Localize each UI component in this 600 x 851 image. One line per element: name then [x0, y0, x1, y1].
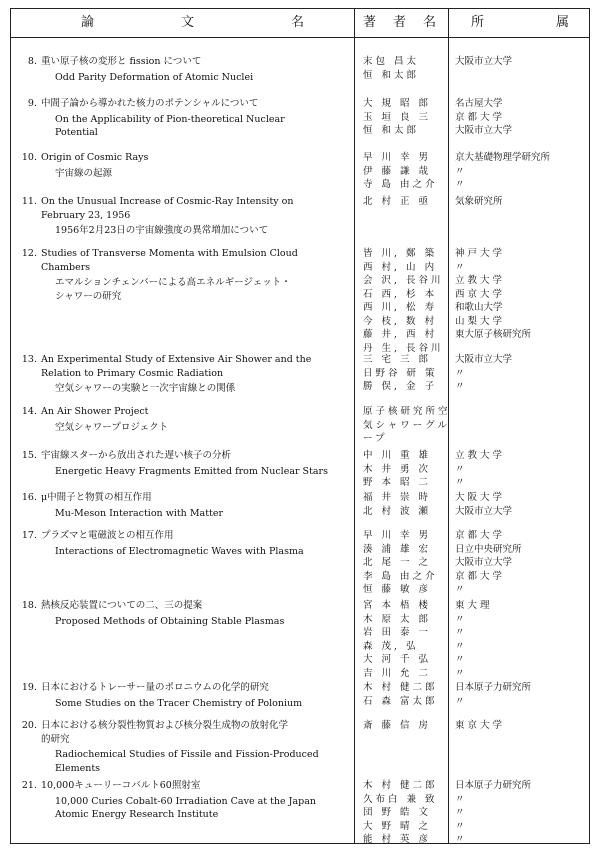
- author-name: 大 規 昭 郎: [363, 98, 432, 109]
- author-name: 大 野 晴 之: [363, 820, 432, 832]
- header-divider: [11, 37, 589, 38]
- author-name: 木 村 健二郎: [363, 682, 438, 693]
- affiliation-list: [455, 779, 585, 847]
- author-name: 丹 生, 長谷川: [363, 342, 444, 354]
- paper-subtitle-line: On the Applicability of Pion-theoretical Nuclear: [55, 113, 285, 125]
- paper-subtitle-line: 空気シャワープロジェクト: [55, 421, 169, 433]
- affiliation-name: 大阪市立大学: [455, 125, 513, 136]
- affiliation-name: 西 京 大 学: [455, 288, 503, 300]
- author-name: ープ: [363, 433, 388, 444]
- paper-title: [41, 719, 288, 746]
- paper-title: [41, 449, 231, 463]
- affiliation-name: 〃: [455, 834, 465, 845]
- author-list: [363, 151, 449, 192]
- affiliation-name: 〃: [455, 695, 465, 707]
- affiliation-name: 京 都 大 学: [455, 570, 503, 582]
- author-name: 恒 藤 敏 彦: [363, 584, 432, 595]
- paper-title-line: An Experimental Study of Extensive Air Shower and the: [41, 354, 312, 365]
- author-name: 中 川 重 雄: [363, 450, 432, 461]
- paper-subtitle-line: エマルションチェンバーによる高エネルギージェット・: [55, 277, 291, 288]
- author-name: 木 村 健二郎: [363, 780, 438, 791]
- author-name: 早 川 幸 男: [363, 152, 432, 163]
- paper-title: [41, 529, 174, 543]
- author-name: 今 枝, 数 村: [363, 315, 438, 327]
- affiliation-name: 〃: [455, 584, 465, 595]
- author-name: 会 沢, 長谷川: [363, 275, 444, 286]
- paper-title: [41, 195, 294, 222]
- author-name: 西 村, 山 内: [363, 261, 438, 273]
- paper-title-line: Studies of Transverse Momenta with Emulsion Cloud: [41, 248, 298, 259]
- paper-title: [41, 779, 200, 793]
- author-name: 日野谷 研 策: [363, 367, 438, 379]
- affiliation-name: 〃: [455, 613, 465, 625]
- author-name: 斎 藤 信 房: [363, 720, 432, 731]
- paper-subtitle-line: 宇宙線の起源: [55, 167, 113, 179]
- author-list: [363, 681, 449, 708]
- paper-title: [41, 55, 201, 69]
- paper-subtitle: [55, 507, 223, 521]
- affiliation-list: [455, 599, 585, 680]
- author-name: 皆 川, 鄭 築: [363, 248, 438, 259]
- author-name: 末包 昌太: [363, 56, 420, 67]
- affiliation-name: 大 阪 大 学: [455, 492, 503, 503]
- paper-subtitle-line: Elements: [55, 762, 101, 774]
- affiliation-name: 大阪市立大学: [455, 557, 513, 568]
- affiliation-name: 〃: [455, 820, 465, 832]
- paper-subtitle-line: 1956年2月23日の宇宙線強度の異常増加について: [55, 225, 269, 236]
- author-list: [363, 97, 449, 138]
- affiliation-list: [455, 195, 585, 209]
- row-number: 20.: [21, 720, 37, 731]
- paper-subtitle: [55, 276, 291, 303]
- author-name: 恒 和太郎: [363, 69, 420, 81]
- author-name: 石 西, 杉 本: [363, 288, 438, 300]
- author-name: 恒 和太郎: [363, 125, 420, 136]
- row-number: 19.: [21, 682, 37, 693]
- paper-subtitle: [55, 615, 284, 629]
- affiliation-name: 〃: [455, 807, 465, 818]
- author-name: 伊 藤 謙 哉: [363, 165, 432, 177]
- affiliation-name: 大阪市立大学: [455, 56, 513, 67]
- affiliation-name: 〃: [455, 793, 465, 805]
- author-name: 宮 本 梧 楼: [363, 600, 432, 611]
- affiliation-name: 名古屋大学: [455, 98, 503, 109]
- affiliation-name: 大阪市立大学: [455, 505, 513, 517]
- affiliation-name: 〃: [455, 667, 465, 679]
- paper-subtitle: [55, 71, 253, 85]
- affiliation-name: 〃: [455, 477, 465, 488]
- affiliation-name: 東 大 理: [455, 600, 490, 611]
- author-name: 原子核研究所空: [363, 406, 451, 417]
- affiliation-name: 京 都 大 学: [455, 111, 503, 123]
- paper-title-line: Relation to Primary Cosmic Radiation: [41, 367, 224, 379]
- paper-subtitle: [55, 697, 302, 711]
- affiliation-name: 立 教 大 学: [455, 450, 503, 461]
- author-name: 三 宅 三 郎: [363, 354, 432, 365]
- paper-title-line: 日本における核分裂性物質および核分裂生成物の放射化学: [41, 720, 289, 731]
- paper-subtitle: [55, 545, 304, 559]
- affiliation-name: 日立中央研究所: [455, 543, 522, 555]
- author-name: 大 河 千 弘: [363, 654, 432, 665]
- author-name: 藤 井, 西 村: [363, 329, 438, 340]
- author-name: 玉 垣 良 三: [363, 111, 432, 123]
- author-list: [363, 195, 449, 209]
- row-number: 9.: [27, 98, 37, 109]
- affiliation-name: 〃: [455, 261, 465, 273]
- author-list: [363, 353, 449, 394]
- affiliation-name: 京大基礎物理学研究所: [455, 152, 551, 163]
- paper-title-line: On the Unusual Increase of Cosmic-Ray Intensity on: [41, 196, 294, 207]
- affiliation-list: [455, 353, 585, 394]
- author-name: 湊 浦 雄 宏: [363, 543, 432, 555]
- paper-subtitle: [55, 795, 316, 822]
- author-name: 北 村 波 瀬: [363, 505, 432, 517]
- paper-subtitle-line: Radiochemical Studies of Fissile and Fission-Produced: [55, 749, 319, 760]
- author-list: [363, 719, 449, 733]
- paper-subtitle: [55, 748, 319, 775]
- affiliation-name: 〃: [455, 627, 465, 638]
- author-name: 北 尾 一 之: [363, 557, 432, 568]
- paper-title: [41, 681, 269, 695]
- author-list: [363, 405, 449, 446]
- paper-subtitle: [55, 113, 285, 140]
- author-list: [363, 449, 449, 490]
- affiliation-list: [455, 681, 585, 708]
- author-name: 福 井 崇 時: [363, 492, 432, 503]
- author-name: 吉 川 允 二: [363, 667, 432, 679]
- author-name: 木 原 太 郎: [363, 613, 432, 625]
- author-list: [363, 529, 449, 597]
- paper-title: [41, 405, 148, 419]
- affiliation-list: [455, 97, 585, 138]
- row-number: 13.: [21, 354, 37, 365]
- paper-title-line: An Air Shower Project: [41, 406, 149, 417]
- row-number: 17.: [21, 530, 37, 541]
- row-number: 15.: [21, 450, 37, 461]
- paper-title-line: 的研究: [41, 733, 70, 745]
- affiliation-name: 〃: [455, 654, 465, 665]
- affiliation-list: [455, 55, 585, 82]
- affiliation-name: 日本原子力研究所: [455, 780, 532, 791]
- row-number: 21.: [21, 780, 37, 791]
- author-name: 森 茂, 弘: [363, 640, 419, 652]
- affiliation-list: [455, 529, 585, 597]
- author-name: 李 島 由之介: [363, 570, 438, 582]
- paper-subtitle-line: Atomic Energy Research Institute: [55, 809, 219, 820]
- affiliation-name: 立 教 大 学: [455, 275, 503, 286]
- paper-title-line: Origin of Cosmic Rays: [41, 152, 149, 163]
- paper-subtitle-line: Interactions of Electromagnetic Waves with Plasma: [55, 545, 304, 557]
- author-name: 北 村 正 亟: [363, 196, 432, 207]
- affiliation-name: 〃: [455, 165, 465, 177]
- paper-title-line: 宇宙線スターから放出された遅い核子の分析: [41, 450, 232, 461]
- paper-subtitle-line: 10,000 Curies Cobalt-60 Irradiation Cave at the Japan: [55, 795, 317, 807]
- author-name: 寺 島 由之介: [363, 179, 438, 190]
- affiliation-name: 〃: [455, 381, 465, 392]
- affiliation-list: [455, 719, 585, 733]
- paper-title-line: μ中間子と物質の相互作用: [41, 492, 152, 503]
- paper-title-line: February 23, 1956: [41, 209, 131, 221]
- paper-title-line: 重い原子核の変形と fission について: [41, 56, 202, 67]
- author-name: 西 川, 松 寿: [363, 302, 438, 313]
- affiliation-name: 〃: [455, 179, 465, 190]
- author-name: 石 森 富太郎: [363, 695, 438, 707]
- paper-subtitle: [55, 382, 235, 396]
- author-name: 勝 俣, 金 子: [363, 381, 438, 392]
- affiliation-name: 日本原子力研究所: [455, 682, 532, 693]
- affiliation-name: 京 都 大 学: [455, 530, 503, 541]
- affiliation-name: 大阪市立大学: [455, 354, 513, 365]
- row-number: 18.: [21, 600, 37, 611]
- row-number: 10.: [21, 152, 37, 163]
- affiliation-name: 神 戸 大 学: [455, 248, 503, 259]
- publication-table: 論 文 名 著 者 名 所 属 8. 重い原子核の変形と fission について Odd Parity Deformation of Atomic Nuclei 末包 昌太 恒 和太郎 大阪市立大学 9. 中間子論から導かれた核力のポテンシャルについて On the Applicability of Pion-theoretical Nuclear Potential 大 規 昭 郎 玉 垣 良 三 恒 和太郎 名古屋大学 京 都 大 学 大阪市立大学 10. Origin of Cosmic Rays 宇宙線の起源 早 川 幸 男 伊 藤 謙 哉 寺 島 由之介 京大基礎物理学研究所 〃 〃 11. On the Unusual Increase of Cosmic-Ray Intensity on February 23, 1956 1956年2月23日の宇宙線強度の異常増加について 北 村 正 亟 気象研究所 12. Studies of Transverse Momenta with Emulsion Cloud Chambers エマルションチェンバーによる高エネルギージェット・ シャワーの研究 皆 川, 鄭 築 西 村, 山 内 会 沢, 長谷川 石 西, 杉 本 西 川, 松 寿 今 枝, 数 村 藤 井, 西 村 丹 生, 長谷川 神 戸 大 学 〃 立 教 大 学 西 京 大 学 和歌山大学 山 梨 大 学 東大原子核研究所 13. An Experimental Study of Extensive Air Shower and the Relation to Primary Cosmic Radiation 空気シャワーの実験と一次宇宙線との関係 三 宅 三 郎 日野谷 研 策 勝 俣, 金 子 大阪市立大学 〃 〃 14. An Air Shower Project 空気シャワープロジェクト 原子核研究所空 気シャワーグル ープ 15. 宇宙線スターから放出された遅い核子の分析 Energetic Heavy Fragments Emitted from Nuclear Stars 中 川 重 雄 木 井 勇 次 野 本 昭 二 立 教 大 学 〃 〃 16. μ中間子と物質の相互作用 Mu-Meson Interaction with Matter 福 井 崇 時 北 村 波 瀬 大 阪 大 学 大阪市立大学 17. プラズマと電磁波との相互作用 Interactions of Electromagnetic Waves with Plasma 早 川 幸 男 湊 浦 雄 宏 北 尾 一 之 李 島 由之介 恒 藤 敏 彦 京 都 大 学 日立中央研究所 大阪市立大学 京 都 大 学 〃 18. 熱核反応装置についての二、三の提案 Proposed Methods of Obtaining Stable Plasmas 宮 本 梧 楼 木 原 太 郎 岩 田 泰 一 森 茂, 弘 大 河 千 弘 吉 川 允 二 東 大 理 〃 〃 〃 〃 〃 19. 日本におけるトレーサー量のポロニウムの化学的研究 Some Studies on the Tracer Chemistry of Polonium 木 村 健二郎 石 森 富太郎 日本原子力研究所 〃 20. 日本における核分裂性物質および核分裂生成物の放射化学 的研究 Radiochemical Studies of Fissile and Fission-Produced Elements 斎 藤 信 房 東 京 大 学 21. 10,000キューリーコバルト60照射室 10,000 Curies Cobalt-60 Irradiation Cave at the Japan Atomic Energy Research Institute 木 村 健二郎 久布白 兼 致 団 野 皓 文 大 野 晴 之 能 村 英 彦 日本原子力研究所 〃 〃 〃 〃: [10, 8, 590, 844]
- paper-subtitle-line: Proposed Methods of Obtaining Stable Plasmas: [55, 615, 285, 627]
- author-name: 気シャワーグル: [363, 419, 451, 431]
- author-name: 木 井 勇 次: [363, 463, 432, 475]
- author-name: 団 野 皓 文: [363, 807, 432, 818]
- paper-subtitle-line: シャワーの研究: [55, 290, 122, 302]
- paper-title-line: プラズマと電磁波との相互作用: [41, 530, 174, 541]
- author-list: [363, 779, 449, 847]
- paper-subtitle-line: Some Studies on the Tracer Chemistry of Polonium: [55, 697, 303, 709]
- paper-subtitle-line: Energetic Heavy Fragments Emitted from Nuclear Stars: [55, 465, 328, 477]
- row-number: 16.: [21, 492, 37, 503]
- paper-title-line: 熱核反応装置についての二、三の提案: [41, 600, 203, 611]
- paper-title-line: 日本におけるトレーサー量のポロニウムの化学的研究: [41, 682, 269, 693]
- affiliation-name: 東大原子核研究所: [455, 329, 532, 340]
- paper-title: [41, 491, 152, 505]
- affiliation-name: 〃: [455, 367, 465, 379]
- author-name: 久布白 兼 致: [363, 793, 438, 805]
- paper-title: [41, 247, 298, 274]
- affiliation-name: 山 梨 大 学: [455, 315, 503, 327]
- paper-title-line: 10,000キューリーコバルト60照射室: [41, 780, 201, 791]
- affiliation-list: [455, 247, 585, 355]
- row-number: 8.: [27, 56, 37, 67]
- paper-subtitle: [55, 465, 328, 479]
- paper-title-line: Chambers: [41, 261, 91, 273]
- paper-subtitle-line: Mu-Meson Interaction with Matter: [55, 507, 224, 519]
- affiliation-name: 〃: [455, 463, 465, 475]
- row-number: 12.: [21, 248, 37, 259]
- paper-subtitle: [55, 224, 268, 238]
- paper-subtitle: [55, 167, 112, 181]
- affiliation-name: 気象研究所: [455, 196, 503, 207]
- affiliation-name: 東 京 大 学: [455, 720, 503, 731]
- paper-title: [41, 353, 311, 380]
- paper-title: [41, 151, 148, 165]
- author-name: 能 村 英 彦: [363, 834, 432, 845]
- row-number: 11.: [21, 196, 37, 207]
- author-list: [363, 247, 449, 355]
- column-divider: [354, 9, 355, 843]
- paper-subtitle-line: 空気シャワーの実験と一次宇宙線との関係: [55, 383, 236, 394]
- affiliation-list: [455, 449, 585, 490]
- affiliation-name: [455, 69, 585, 83]
- affiliation-name: 和歌山大学: [455, 302, 503, 313]
- author-list: [363, 599, 449, 680]
- paper-title: [41, 599, 202, 613]
- author-name: 野 本 昭 二: [363, 477, 432, 488]
- paper-title: [41, 97, 258, 111]
- paper-subtitle-line: Odd Parity Deformation of Atomic Nuclei: [55, 71, 254, 83]
- affiliation-list: [455, 151, 585, 192]
- row-number: 14.: [21, 406, 37, 417]
- paper-subtitle-line: Potential: [55, 127, 98, 138]
- paper-title-line: 中間子論から導かれた核力のポテンシャルについて: [41, 98, 259, 109]
- affiliation-list: [455, 491, 585, 518]
- author-list: [363, 55, 449, 82]
- author-name: 早 川 幸 男: [363, 530, 432, 541]
- author-list: [363, 491, 449, 518]
- paper-subtitle: [55, 421, 168, 435]
- affiliation-name: 〃: [455, 640, 465, 652]
- author-name: 岩 田 泰 一: [363, 627, 432, 638]
